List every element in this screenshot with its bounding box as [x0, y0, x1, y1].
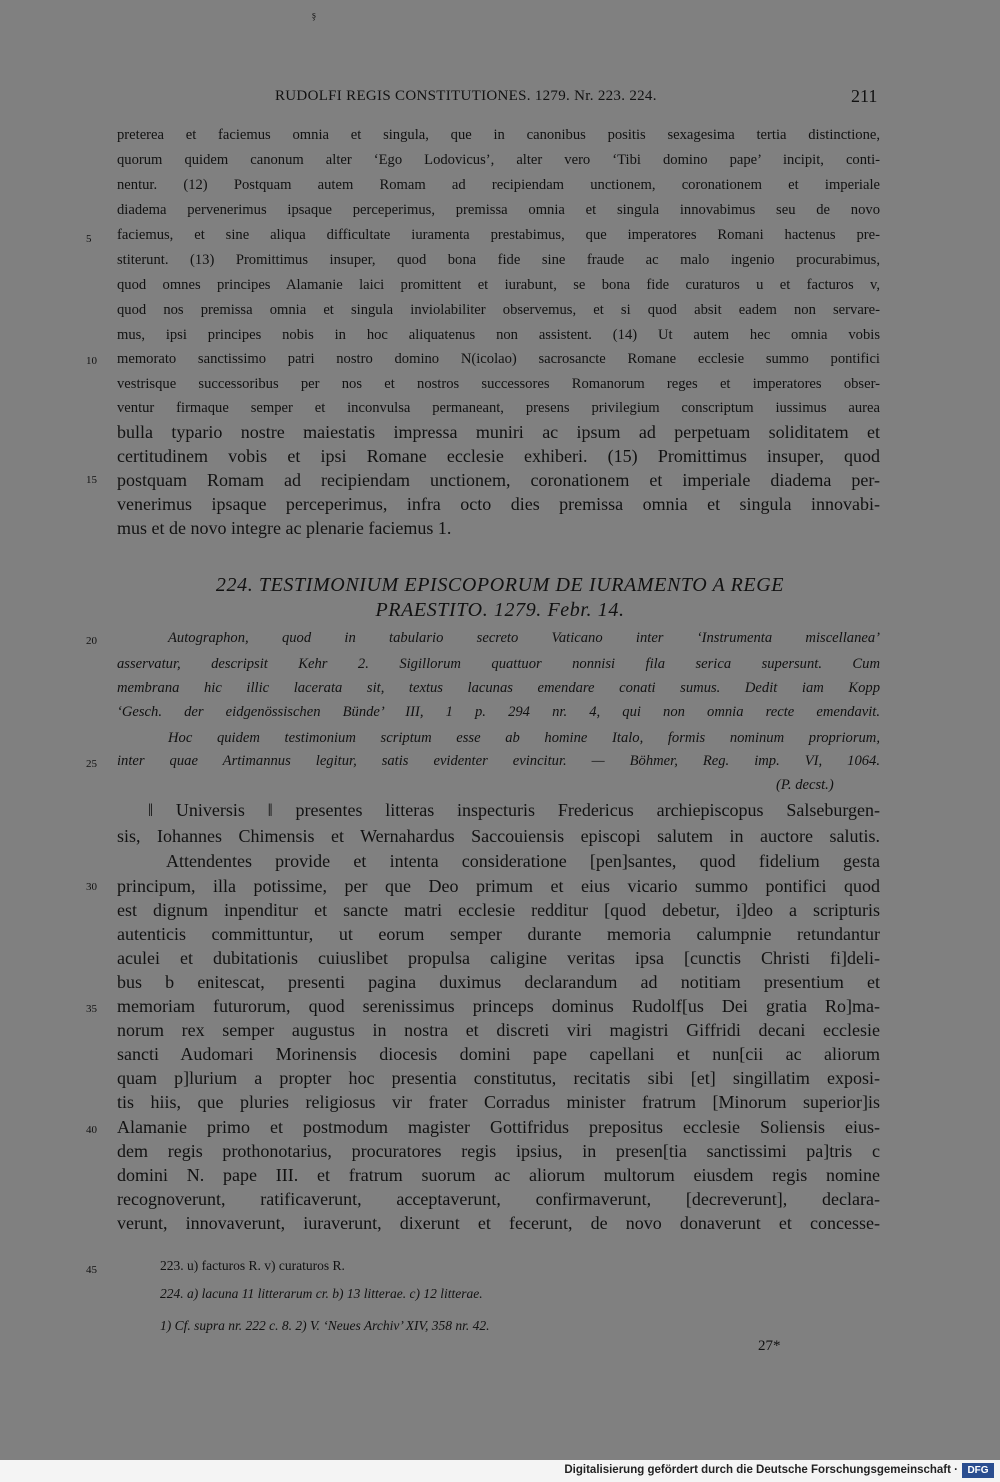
text-line: preterea et faciemus omnia et singula, que in canonibus positis sexagesima tertia distinctione,	[117, 127, 880, 143]
text-line: certitudinem vobis et ipsi Romane ecclesie exhiberi. (15) Promittimus insuper, quod	[117, 446, 880, 466]
line-number: 40	[86, 1124, 97, 1136]
body-line: aculei et dubitationis cuiuslibet propulsa caligine veritas ipsa [cunctis Christi fi]deli-	[117, 948, 880, 968]
text-line: ventur firmaque semper et inconvulsa permaneant, presens privilegium conscriptum iussimus aurea	[117, 400, 880, 416]
body-line: principum, illa potissime, per que Deo primum et eius vicario summo pontifici quod	[117, 876, 880, 896]
line-number: 15	[86, 474, 97, 486]
footnote-numbered: 1) Cf. supra nr. 222 c. 8. 2) V. ‘Neues Archiv’ XIV, 358 nr. 42.	[160, 1318, 490, 1333]
body-line: Attendentes provide et intenta consideratione [pen]santes, quod fidelium gesta	[166, 851, 880, 871]
running-title: RUDOLFI REGIS CONSTITUTIONES. 1279. Nr. 223. 224.	[275, 88, 657, 104]
body-line: recognoverunt, ratificaverunt, acceptaverunt, confirmaverunt, [decreverunt], declara-	[117, 1189, 880, 1209]
intro-line: inter quae Artimannus legitur, satis evidenter evincitur. — Böhmer, Reg. imp. VI, 1064.	[117, 753, 880, 769]
intro-line: asservatur, descripsit Kehr 2. Sigillorum quattuor nonnisi fila serica supersunt. Cum	[117, 656, 880, 672]
text-line-last: mus et de novo integre ac plenarie faciemus 1.	[117, 518, 452, 538]
text-line: venerimus ipsaque perceperimus, infra octo dies premissa omnia et singula innovabi-	[117, 494, 880, 514]
line-number: 10	[86, 355, 97, 367]
text-line: nentur. (12) Postquam autem Romam ad recipiendam unctionem, coronationem et imperiale	[117, 177, 880, 193]
body-line: sis, Iohannes Chimensis et Wernahardus Saccouiensis episcopi salutem in auctore salutis.	[117, 826, 880, 846]
body-line: norum rex semper augustus in nostra et discreti viri magistri Giffridi decani ecclesie	[117, 1020, 880, 1040]
text-line: diadema pervenerimus ipsaque perceperimus, premissa omnia et singula innovabimus seu de novo	[117, 202, 880, 218]
signature-mark: 27*	[758, 1338, 781, 1354]
stray-mark: ş	[312, 10, 316, 21]
dfg-logo: DFG	[962, 1463, 994, 1478]
body-line: tis hiis, que pluries religiosus vir frater Corradus minister fratrum [Minorum superior]is	[117, 1092, 880, 1112]
text-line: vestrisque successoribus per nos et nostros successores Romanorum reges et imperatores obser-	[117, 376, 880, 392]
text-line: mus, ipsi principes nobis in hoc aliquatenus non assistent. (14) Ut autem hec omnia vobis	[117, 327, 880, 343]
line-number: 20	[86, 635, 97, 647]
document-title: 224. TESTIMONIUM EPISCOPORUM DE IURAMENTO A REGE	[215, 574, 785, 596]
body-line: autenticis committuntur, ut eorum semper durante memoria calumpnie retundantur	[117, 924, 880, 944]
intro-line: Hoc quidem testimonium scriptum esse ab homine Italo, formis nominum propriorum,	[168, 730, 880, 746]
body-line: dem regis prothonotarius, procuratores regis ipsius, in presen[tia sanctissimi pa]tris c	[117, 1141, 880, 1161]
line-number: 5	[86, 233, 92, 245]
line-number: 25	[86, 758, 97, 770]
footer-bar	[0, 1460, 1000, 1482]
body-line: verunt, innovaverunt, iuraverunt, dixerunt et fecerunt, de novo donaverunt et concesse-	[117, 1213, 880, 1233]
text-line: memorato sanctissimo patri nostro domino N(icolao) sacrosancte Romane ecclesie summo pontifici	[117, 351, 880, 367]
body-line: ‖ Universis ‖ presentes litteras inspecturis Fredericus archiepiscopus Salseburgen-	[148, 800, 880, 820]
text-line: stiterunt. (13) Promittimus insuper, quod bona fide sine fraude ac malo ingenio procurabimus,	[117, 252, 880, 268]
text-line: postquam Romam ad recipiendam unctionem, coronationem et imperiale diadema per-	[117, 470, 880, 490]
intro-line: ‘Gesch. der eidgenössischen Bünde’ III, 1 p. 294 nr. 4, qui non omnia recte emendavit.	[117, 704, 880, 720]
body-line: memoriam futurorum, quod serenissimus princeps dominus Rudolf[us Dei gratia Ro]ma-	[117, 996, 880, 1016]
footer-credit: Digitalisierung gefördert durch die Deutsche Forschungsgemeinschaft ·	[564, 1464, 958, 1476]
line-number: 45	[86, 1264, 97, 1276]
intro-line-note: (P. decst.)	[776, 777, 834, 793]
document-title-date: PRAESTITO. 1279. Febr. 14.	[375, 599, 625, 621]
footnote-223: 223. u) facturos R. v) curaturos R.	[160, 1258, 345, 1273]
text-line: quod omnes principes Alamanie laici promittent et iurabunt, se bona fide curaturos u et facturos v,	[117, 277, 880, 293]
page-number: 211	[851, 86, 878, 106]
body-line: est dignum inpenditur et sancte matri ecclesie redditur [quod debetur, i]deo a scripturis	[117, 900, 880, 920]
text-line: quorum quidem canonum alter ‘Ego Lodovicus’, alter vero ‘Tibi domino pape’ incipit, conti-	[117, 152, 880, 168]
line-number: 30	[86, 881, 97, 893]
body-line: domini N. pape III. et fratrum suorum ac aliorum multorum eiusdem regis nomine	[117, 1165, 880, 1185]
body-line: quam p]lurium a propter hoc presentia constitutus, recitatis sibi [et] singillatim exposi-	[117, 1068, 880, 1088]
text-line: quod nos premissa omnia et singula inviolabiliter observemus, et si quod absit eadem non servare-	[117, 302, 880, 318]
intro-line: membrana hic illic lacerata sit, textus lacunas emendare conati sumus. Dedit iam Kopp	[117, 680, 880, 696]
text-line: bulla typario nostre maiestatis impressa muniri ac ipsum ad perpetuam soliditatem et	[117, 422, 880, 442]
text-line: faciemus, et sine aliqua difficultate iuramenta prestabimus, que imperatores Romani hactenus pre-	[117, 227, 880, 243]
line-number: 35	[86, 1003, 97, 1015]
footnote-224: 224. a) lacuna 11 litterarum cr. b) 13 litterae. c) 12 litterae.	[160, 1286, 483, 1301]
body-line: Alamanie primo et postmodum magister Gottifridus prepositus ecclesie Soliensis eius-	[117, 1117, 880, 1137]
body-line: sancti Audomari Morinensis diocesis domini pape capellani et nun[cii ac aliorum	[117, 1044, 880, 1064]
body-line: bus b enitescat, presenti pagina duximus declarandum ad notitiam presentium et	[117, 972, 880, 992]
intro-line: Autographon, quod in tabulario secreto Vaticano inter ‘Instrumenta miscellanea’	[168, 630, 880, 646]
